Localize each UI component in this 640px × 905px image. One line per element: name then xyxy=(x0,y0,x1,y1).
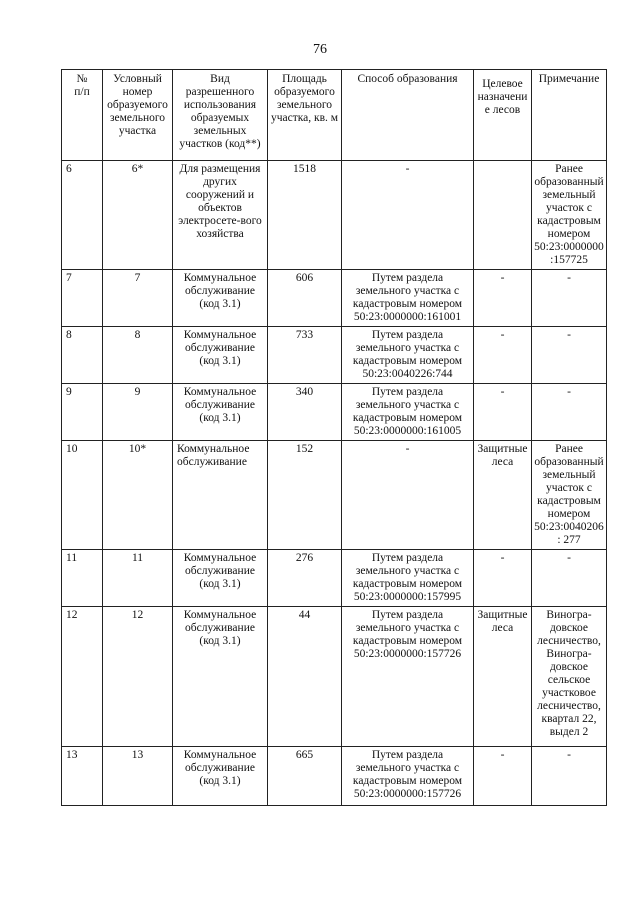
cell-number: 9 xyxy=(62,384,103,441)
cell-note: - xyxy=(532,747,607,806)
cell-number: 8 xyxy=(62,327,103,384)
cell-formation-method: Путем раздела земельного участка с кадастровым номером 50:23:0000000:161005 xyxy=(342,384,474,441)
cell-conditional-number: 10* xyxy=(103,441,173,550)
cell-forest-purpose: - xyxy=(474,327,532,384)
cell-note: Ранее образованный земельный участок с кадастровым номером 50:23:0000000:157725 xyxy=(532,161,607,270)
page-number: 76 xyxy=(313,42,327,57)
cell-area: 340 xyxy=(268,384,342,441)
cell-note: Виногра-довское лесничество, Виногра-довское сельское участковое лесничество, квартал 22, выдел 2 xyxy=(532,607,607,747)
table-header-row xyxy=(62,70,607,161)
header-formation-method: Способ образования xyxy=(342,70,474,161)
header-permitted-use: Вид разрешенного использования образуемых земельных участков (код**) xyxy=(173,70,268,161)
cell-note: Ранее образованный земельный участок с кадастровым номером 50:23:0040206: 277 xyxy=(532,441,607,550)
cell-permitted-use: Коммунальное обслуживание (код 3.1) xyxy=(173,550,268,607)
cell-area: 276 xyxy=(268,550,342,607)
cell-permitted-use: Коммунальное обслуживание (код 3.1) xyxy=(173,747,268,806)
land-plots-table xyxy=(61,69,607,806)
cell-area: 1518 xyxy=(268,161,342,270)
cell-formation-method: Путем раздела земельного участка с кадастровым номером 50:23:0000000:157726 xyxy=(342,747,474,806)
table-row xyxy=(62,747,607,806)
cell-forest-purpose: Защитные леса xyxy=(474,441,532,550)
cell-conditional-number: 11 xyxy=(103,550,173,607)
cell-forest-purpose: - xyxy=(474,550,532,607)
cell-formation-method: Путем раздела земельного участка с кадастровым номером 50:23:0000000:161001 xyxy=(342,270,474,327)
cell-note: - xyxy=(532,270,607,327)
cell-number: 12 xyxy=(62,607,103,747)
cell-conditional-number: 6* xyxy=(103,161,173,270)
cell-forest-purpose: Защитные леса xyxy=(474,607,532,747)
table-row xyxy=(62,384,607,441)
cell-permitted-use: Коммунальное обслуживание (код 3.1) xyxy=(173,384,268,441)
cell-forest-purpose xyxy=(474,161,532,270)
table-row xyxy=(62,550,607,607)
cell-note: - xyxy=(532,384,607,441)
cell-formation-method: - xyxy=(342,441,474,550)
cell-formation-method: - xyxy=(342,161,474,270)
cell-number: 11 xyxy=(62,550,103,607)
header-forest-purpose: Целевое назначение лесов xyxy=(474,70,532,161)
cell-permitted-use: Коммунальное обслуживание (код 3.1) xyxy=(173,607,268,747)
cell-number: 10 xyxy=(62,441,103,550)
header-conditional-number: Условный номер образуемого земельного участка xyxy=(103,70,173,161)
cell-note: - xyxy=(532,327,607,384)
cell-area: 733 xyxy=(268,327,342,384)
cell-conditional-number: 8 xyxy=(103,327,173,384)
cell-area: 606 xyxy=(268,270,342,327)
table-row xyxy=(62,607,607,747)
cell-forest-purpose: - xyxy=(474,384,532,441)
cell-formation-method: Путем раздела земельного участка с кадастровым номером 50:23:0000000:157995 xyxy=(342,550,474,607)
cell-area: 44 xyxy=(268,607,342,747)
cell-conditional-number: 12 xyxy=(103,607,173,747)
cell-permitted-use: Для размещения других сооружений и объектов электросете-вого хозяйства xyxy=(173,161,268,270)
cell-conditional-number: 7 xyxy=(103,270,173,327)
cell-number: 6 xyxy=(62,161,103,270)
table-row xyxy=(62,161,607,270)
cell-forest-purpose: - xyxy=(474,747,532,806)
header-area: Площадь образуемого земельного участка, кв. м xyxy=(268,70,342,161)
cell-note: - xyxy=(532,550,607,607)
cell-forest-purpose: - xyxy=(474,270,532,327)
cell-formation-method: Путем раздела земельного участка с кадастровым номером 50:23:0000000:157726 xyxy=(342,607,474,747)
table-row xyxy=(62,441,607,550)
cell-permitted-use: Коммунальное обслуживание (код 3.1) xyxy=(173,327,268,384)
cell-formation-method: Путем раздела земельного участка с кадастровым номером 50:23:0040226:744 xyxy=(342,327,474,384)
cell-permitted-use: Коммунальное обслуживание xyxy=(173,441,268,550)
table-row xyxy=(62,270,607,327)
cell-area: 665 xyxy=(268,747,342,806)
header-note: Примечание xyxy=(532,70,607,161)
cell-area: 152 xyxy=(268,441,342,550)
table-row xyxy=(62,327,607,384)
cell-number: 7 xyxy=(62,270,103,327)
cell-conditional-number: 13 xyxy=(103,747,173,806)
cell-permitted-use: Коммунальное обслуживание (код 3.1) xyxy=(173,270,268,327)
cell-conditional-number: 9 xyxy=(103,384,173,441)
header-number: № п/п xyxy=(62,70,103,161)
cell-number: 13 xyxy=(62,747,103,806)
